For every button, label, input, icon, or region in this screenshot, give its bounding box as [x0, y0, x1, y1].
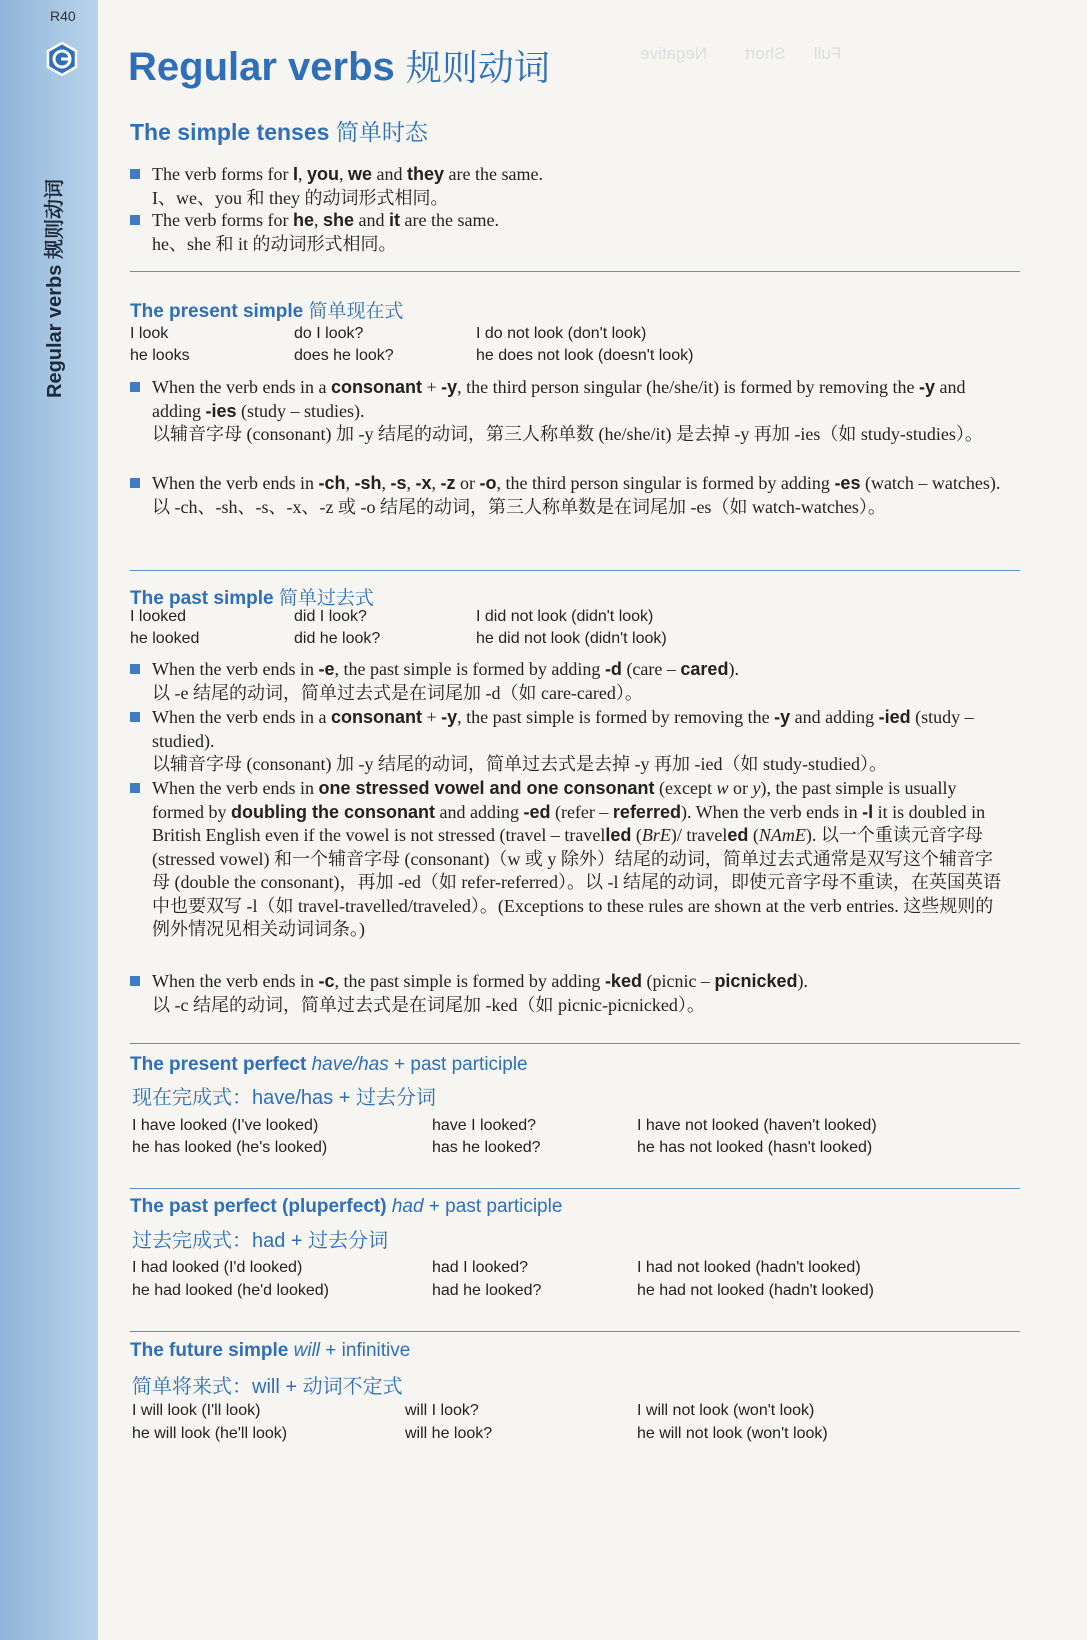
example-cell: he has looked (he's looked) — [132, 1139, 328, 1156]
example-cell: he has not looked (hasn't looked) — [637, 1139, 873, 1156]
example-cell: he looked — [130, 630, 200, 647]
future-simple-form: + infinitive — [320, 1340, 411, 1361]
example-cell: I do not look (don't look) — [476, 325, 647, 342]
divider — [130, 1188, 1020, 1189]
present-perfect-form: + past participle — [388, 1054, 528, 1075]
page-title-en: Regular verbs — [128, 45, 395, 89]
example-cell: I will look (I'll look) — [132, 1402, 261, 1419]
bullet-square-icon — [130, 712, 140, 722]
bullet-present-simple-1 — [130, 376, 1010, 447]
bullet-past-simple-1 — [130, 658, 1010, 705]
example-cell: I looked — [130, 608, 187, 625]
bullet-square-icon — [130, 215, 140, 225]
bullet-text: When the verb ends in a consonant + -y, the past simple is formed by removing the -y and adding -ied (study – studied). 以辅音字母 (consonant) 加 -y 结尾的动词，简单过去式是去掉 -y 再加 -ied（如 study-studied）。 — [152, 707, 974, 774]
bullet-square-icon — [130, 976, 140, 986]
present-simple-heading-en: The present simple — [130, 301, 304, 322]
example-cell: did he look? — [294, 630, 381, 647]
example-cell: I will not look (won't look) — [637, 1402, 815, 1419]
simple-tenses-heading-zh: 简单时态 — [335, 119, 428, 145]
page-title-zh: 规则动词 — [405, 48, 550, 89]
past-simple-heading-en: The past simple — [130, 588, 274, 609]
example-cell: he did not look (didn't look) — [476, 630, 667, 647]
section-title-past-perfect — [130, 1196, 562, 1218]
example-cell: I look — [130, 325, 169, 342]
section-title-present-simple — [130, 296, 403, 323]
bullet-text-zh: I、we、you 和 they 的动词形式相同。 — [152, 187, 449, 208]
present-perfect-heading-zh: 现在完成式：have/has + 过去分词 — [132, 1087, 436, 1109]
divider — [130, 570, 1020, 571]
past-simple-heading-zh: 简单过去式 — [278, 588, 374, 609]
section-title-simple-tenses — [130, 114, 428, 147]
example-cell: does he look? — [294, 347, 394, 364]
bullet-text: When the verb ends in -e, the past simple is formed by adding -d (care – cared). 以 -e 结尾的动词，简单过去式是在词尾加 -d（如 care-cared）。 — [152, 659, 739, 703]
divider — [130, 1043, 1020, 1044]
example-cell: he had looked (he'd looked) — [132, 1282, 329, 1299]
example-cell: had he looked? — [432, 1282, 542, 1299]
bullet-square-icon — [130, 478, 140, 488]
divider — [130, 271, 1020, 272]
example-cell: I did not look (didn't look) — [476, 608, 654, 625]
example-cell: he will not look (won't look) — [637, 1425, 828, 1442]
example-cell: I have not looked (haven't looked) — [637, 1117, 877, 1134]
bullet-square-icon — [130, 382, 140, 392]
future-simple-heading-en: The future simple — [130, 1340, 289, 1361]
example-cell: has he looked? — [432, 1139, 541, 1156]
past-perfect-heading-zh: 过去完成式：had + 过去分词 — [132, 1230, 389, 1252]
bullet-text: When the verb ends in one stressed vowel and one consonant (except w or y), the past simple is usually formed by doubling the consonant and adding -ed (refer – referred). When the verb ends in -l it is doubled in British English even if the vowel is not stressed (travel – travelled (BrE)/ traveled (NAmE). 以一个重读元音字母 (stressed vowel) 和一个辅音字母 (consonant)（w 或 y 除外）结尾的动词，简单过去式通常是双写这个辅音字母 (double the consonant)，再加 -ed（如 refer-referred）。以 -l 结尾的动词，即使元音字母不重读，在英国英语中也要双写 -l（如 travel-travelled/traveled）。(Exceptions to these rules are shown at the verb entries. 这些规则的例外情况见相关动词词条。) — [152, 778, 1001, 939]
bullet-simple-tenses-2 — [130, 209, 1010, 256]
simple-tenses-heading-en: The simple tenses — [130, 119, 330, 145]
future-simple-form-aux: will — [293, 1340, 321, 1361]
badge-hexagon-icon — [45, 42, 79, 76]
past-perfect-heading-en: The past perfect (pluperfect) — [130, 1196, 387, 1217]
example-cell: will he look? — [405, 1425, 493, 1442]
bullet-square-icon — [130, 169, 140, 179]
bullet-text: When the verb ends in -ch, -sh, -s, -x, -z or -o, the third person singular is formed by adding -es (watch – watches). 以 -ch、-sh、-s、-x、-z 或 -o 结尾的动词，第三人称单数是在词尾加 -es（如 watch-watches）。 — [152, 473, 1001, 517]
bullet-past-simple-2 — [130, 706, 1010, 777]
showthrough-text: Full Short Negative — [640, 44, 842, 63]
present-simple-heading-zh: 简单现在式 — [308, 301, 404, 322]
example-cell: have I looked? — [432, 1117, 537, 1134]
example-cell: do I look? — [294, 325, 364, 342]
example-cell: had I looked? — [432, 1259, 529, 1276]
example-cell: will I look? — [405, 1402, 479, 1419]
example-cell: did I look? — [294, 608, 367, 625]
example-cell: I had not looked (hadn't looked) — [637, 1259, 861, 1276]
bullet-text: When the verb ends in -c, the past simple is formed by adding -ked (picnic – picnicked). 以 -c 结尾的动词，简单过去式是在词尾加 -ked（如 picnic-picnicked）。 — [152, 971, 808, 1015]
page-title — [128, 40, 550, 91]
section-title-present-perfect — [130, 1054, 528, 1076]
bullet-simple-tenses-1 — [130, 163, 1010, 210]
bullet-text: When the verb ends in a consonant + -y, the third person singular (he/she/it) is formed by removing the -y and adding -ies (study – studies). 以辅音字母 (consonant) 加 -y 结尾的动词，第三人称单数 (he/she/it) 是去掉 -y 再加 -ies（如 study-studies）。 — [152, 377, 983, 444]
example-cell: he looks — [130, 347, 190, 364]
example-cell: I had looked (I'd looked) — [132, 1259, 303, 1276]
example-cell: he does not look (doesn't look) — [476, 347, 694, 364]
bullet-past-simple-3 — [130, 777, 1010, 942]
bullet-text: The verb forms for he, she and it are the same. — [152, 210, 499, 230]
section-title-past-simple — [130, 583, 374, 610]
bullet-past-simple-4 — [130, 970, 1010, 1017]
section-title-future-simple — [130, 1340, 410, 1362]
divider — [130, 1331, 1020, 1332]
bullet-square-icon — [130, 664, 140, 674]
example-cell: he will look (he'll look) — [132, 1425, 288, 1442]
bullet-square-icon — [130, 783, 140, 793]
present-perfect-heading-en: The present perfect — [130, 1054, 307, 1075]
page-number: R40 — [50, 8, 76, 24]
past-perfect-form: + past participle — [423, 1196, 563, 1217]
example-cell: I have looked (I've looked) — [132, 1117, 319, 1134]
bullet-text-zh: he、she 和 it 的动词形式相同。 — [152, 233, 397, 254]
sidebar-title: Regular verbs 规则动词 — [44, 179, 66, 398]
bullet-text: The verb forms for I, you, we and they are the same. — [152, 164, 543, 184]
past-perfect-form-aux: had — [391, 1196, 424, 1217]
example-cell: he had not looked (hadn't looked) — [637, 1282, 875, 1299]
present-perfect-form-aux: have/has — [311, 1054, 389, 1075]
bullet-present-simple-2 — [130, 472, 1010, 519]
future-simple-heading-zh: 简单将来式：will + 动词不定式 — [132, 1376, 403, 1398]
